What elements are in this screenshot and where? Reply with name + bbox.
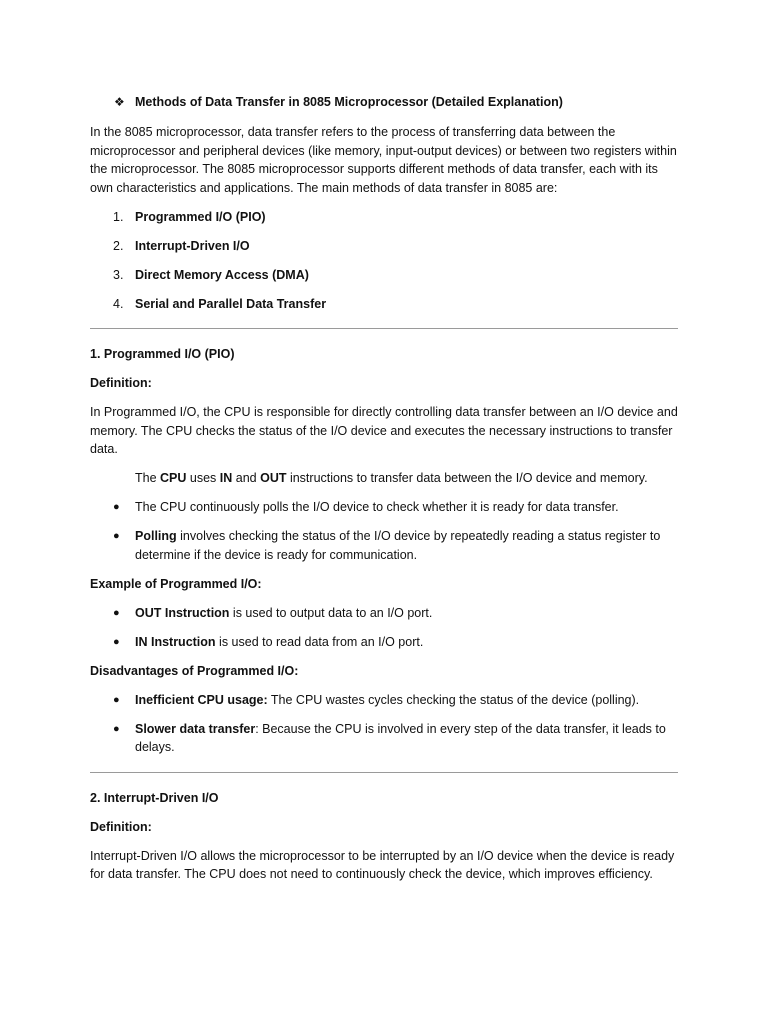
text-run: instructions to transfer data between the I/O device and memory. <box>286 471 648 485</box>
text-run: involves checking the status of the I/O device by repeatedly reading a status register to determine if the device is ready for communication. <box>135 529 661 562</box>
section-heading-pio: 1. Programmed I/O (PIO) <box>90 347 235 361</box>
list-item <box>90 604 678 623</box>
example-bullet-list <box>90 604 678 652</box>
intro-paragraph: In the 8085 microprocessor, data transfer refers to the process of transferring data between the microprocessor and peripheral devices (like memory, input-output devices) or between two registers within the microprocessor. The 8085 microprocessor supports different methods of data transfer, each with its own characteristics and applications. The main methods of data transfer in 8085 are: <box>90 125 677 195</box>
document-heading <box>114 92 678 112</box>
list-number: 4. <box>113 296 124 311</box>
methods-list-item <box>90 208 678 227</box>
diamond-bullet-icon: ❖ <box>114 94 125 109</box>
list-item <box>90 498 678 517</box>
section-heading-interrupt: 2. Interrupt-Driven I/O <box>90 790 219 805</box>
definition-label: Definition: <box>90 819 152 834</box>
instruction-line <box>90 469 678 488</box>
text-run: The <box>135 471 161 485</box>
method-label: Serial and Parallel Data Transfer <box>135 296 327 311</box>
bold-run: OUT Instruction <box>135 605 230 620</box>
bold-run: Polling <box>135 529 177 543</box>
bold-run: CPU <box>160 471 187 485</box>
methods-list-item <box>90 266 678 285</box>
bold-run: Inefficient CPU usage: <box>135 692 268 707</box>
text-run: The CPU wastes cycles checking the status of the device (polling). <box>267 692 640 707</box>
bold-run: OUT <box>260 471 287 485</box>
method-label: Programmed I/O (PIO) <box>135 209 266 224</box>
text-run: and <box>232 471 261 485</box>
example-label: Example of Programmed I/O: <box>90 576 262 591</box>
bullet-icon: ● <box>113 693 120 706</box>
bullet-icon: ● <box>113 722 120 735</box>
horizontal-divider <box>90 328 678 329</box>
pio-definition: In Programmed I/O, the CPU is responsible for directly controlling data transfer between an I/O device and memory. The CPU checks the status of the I/O device and executes the necessary instructions to transfer data. <box>90 405 678 456</box>
document-title: Methods of Data Transfer in 8085 Microprocessor (Detailed Explanation) <box>135 94 563 109</box>
text-run: is used to output data to an I/O port. <box>229 605 433 620</box>
horizontal-divider <box>90 772 678 773</box>
list-number: 3. <box>113 267 124 282</box>
pio-bullet-list <box>90 498 678 564</box>
method-label: Interrupt-Driven I/O <box>135 238 250 253</box>
methods-list-item <box>90 295 678 314</box>
bold-run: IN Instruction <box>135 634 216 649</box>
methods-list-item <box>90 237 678 256</box>
disadvantages-label: Disadvantages of Programmed I/O: <box>90 663 299 678</box>
bold-run: IN <box>219 471 233 485</box>
text-run: is used to read data from an I/O port. <box>215 634 424 649</box>
list-item <box>90 527 678 564</box>
method-label: Direct Memory Access (DMA) <box>135 267 309 282</box>
text-run: : Because the CPU is involved in every step of the data transfer, it leads to delays. <box>135 721 666 754</box>
list-number: 1. <box>113 209 124 224</box>
list-item <box>90 691 678 710</box>
document-page <box>90 92 678 894</box>
bullet-icon: ● <box>113 501 120 513</box>
bold-run: Slower data transfer <box>135 721 256 736</box>
list-item <box>90 633 678 652</box>
methods-list <box>90 208 678 314</box>
text-run: The CPU continuously polls the I/O device to check whether it is ready for data transfer. <box>135 500 619 514</box>
bullet-icon: ● <box>113 606 120 619</box>
interrupt-definition: Interrupt-Driven I/O allows the microprocessor to be interrupted by an I/O device when the device is ready for data transfer. The CPU does not need to continuously check the device, which improves efficiency. <box>90 848 675 881</box>
list-number: 2. <box>113 238 124 253</box>
text-run: uses <box>186 471 220 485</box>
bullet-icon: ● <box>113 530 120 542</box>
disadvantages-bullet-list <box>90 691 678 757</box>
definition-label: Definition: <box>90 376 152 390</box>
bullet-icon: ● <box>113 635 120 648</box>
list-item <box>90 720 678 757</box>
